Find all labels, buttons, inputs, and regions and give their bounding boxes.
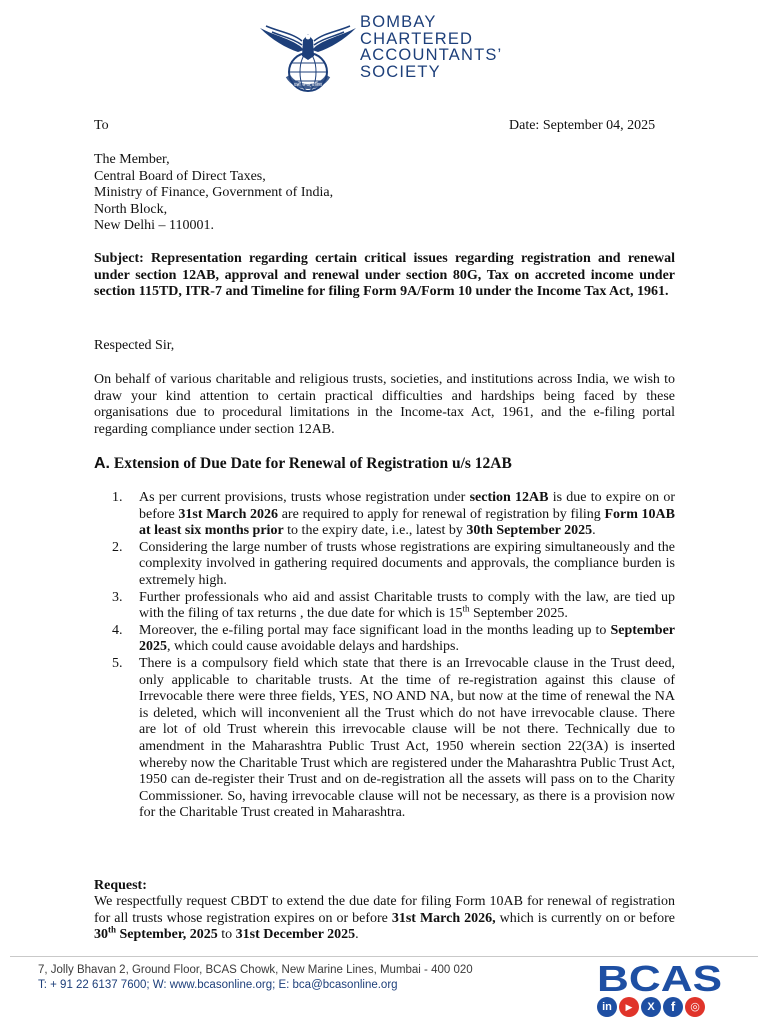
instagram-icon[interactable]: ◎ [685, 997, 705, 1017]
footer-contact: T: + 91 22 6137 7600; W: www.bcasonline.org; E: bca@bcasonline.org [38, 979, 398, 991]
list-number: 1. [112, 490, 123, 505]
recipient-address [94, 152, 333, 235]
list-number: 4. [112, 622, 123, 638]
bcas-wordmark-text: BCAS [597, 960, 722, 994]
bcas-eagle-logo-icon [258, 16, 358, 94]
list-number: 3. [112, 589, 123, 605]
list-item-text: Moreover, the e-filing portal may face significant load in the months leading up to September 2025, which could cause avoidable delays and hardships. [139, 622, 675, 655]
subject-line: Subject: Representation regarding certain critical issues regarding registration and renewal under section 12AB, approval and renewal under section 80G, Tax on accreted income under section 115TD, ITR-7 and Timeline for filing Form 9A/Form 10 under the Income Tax Act, 1961. [94, 251, 675, 300]
footer-address: 7, Jolly Bhavan 2, Ground Floor, BCAS Chowk, New Marine Lines, Mumbai - 400 020 [38, 964, 473, 976]
footer-divider [10, 956, 758, 957]
intro-paragraph: On behalf of various charitable and religious trusts, societies, and institutions across India, we wish to draw your kind attention to certain practical difficulties and hardships being faced by these organisations due to procedural limitations in the Income-tax Act, 1961, and the e-filing portal regarding compliance under section 12AB. [94, 372, 675, 437]
list-item [112, 590, 675, 623]
address-line: The Member, [94, 152, 170, 167]
list-item-text: Further professionals who aid and assist Charitable trusts to comply with the law, are tied up with the filing of tax returns , the due date for which is 15th September 2025. [139, 589, 675, 622]
salutation: Respected Sir, [94, 338, 175, 353]
org-name-line: CHARTERED [360, 29, 474, 48]
list-item [112, 540, 675, 590]
to-label: To [94, 118, 109, 133]
list-item [112, 490, 675, 540]
section-letter: A. [94, 455, 110, 472]
address-line: New Delhi – 110001. [94, 218, 215, 234]
request-paragraph: We respectfully request CBDT to extend the due date for filing Form 10AB for renewal of registration for all trusts whose registration expires on or before 31st March 2026, which is currently on or before 30th September, 2025 to 31st December 2025. [94, 894, 675, 943]
address-line: North Block, [94, 201, 168, 217]
list-number: 2. [112, 539, 123, 555]
letter-date: Date: September 04, 2025 [509, 118, 656, 133]
youtube-icon[interactable]: ▶ [619, 997, 639, 1017]
section-a-list [112, 490, 675, 822]
request-heading: Request: [94, 878, 147, 893]
section-title: Extension of Due Date for Renewal of Registration u/s 12AB [113, 455, 512, 472]
list-item [112, 656, 675, 822]
list-item [112, 623, 675, 656]
organization-name [360, 14, 502, 80]
list-item-text: Considering the large number of trusts whose registrations are expiring simultaneously and the complexity involved in gathering required documents and approvals, the compliance burden is extremely high. [139, 539, 675, 588]
list-item-text: There is a compulsory field which state that there is an Irrevocable clause in the Trust deed, only applicable to charitable trusts. At the time of re-registration against this clause of Irrevocable there were three fields, YES, NO AND NA, but now at the time of renewal the NA is deleted, which will inconvenient all the Trust which do not have irrevocable clause. There are lot of old Trust wherein this irrevocable clause will be not there. Technically due to amendment in the Maharashtra Public Trust Act, 1950 wherein section 22(3A) is inserted whereby now the Charitable Trust which are registered under the Maharashtra Public Trust Act, 1950 can de-register their Trust and on de-registration all the assets will pass on to the Charity Commissioner. So, having irrevocable clause will not be necessary, as there is a provision now for the Charitable Trust created in Maharashtra. [139, 655, 675, 821]
x-icon[interactable]: X [641, 997, 661, 1017]
social-links [597, 997, 707, 1017]
org-name-line: SOCIETY [360, 62, 441, 81]
org-name-line: BOMBAY [360, 13, 437, 31]
bcas-wordmark-logo [597, 960, 722, 994]
seal-motto: प्रज्ञा जगत् प्रतिष्ठा [293, 83, 323, 88]
address-line: Central Board of Direct Taxes, [94, 168, 266, 184]
section-a-heading [94, 455, 512, 473]
list-number: 5. [112, 655, 123, 671]
address-line: Ministry of Finance, Government of India, [94, 185, 334, 201]
linkedin-icon[interactable]: in [597, 997, 617, 1017]
org-name-line: ACCOUNTANTS’ [360, 46, 503, 64]
list-item-text: As per current provisions, trusts whose registration under section 12AB is due to expire on or before 31st March 2026 are required to apply for renewal of registration by filing Form 10AB at least six months prior to the expiry date, i.e., latest by 30th September 2025. [139, 490, 675, 539]
facebook-icon[interactable]: f [663, 997, 683, 1017]
